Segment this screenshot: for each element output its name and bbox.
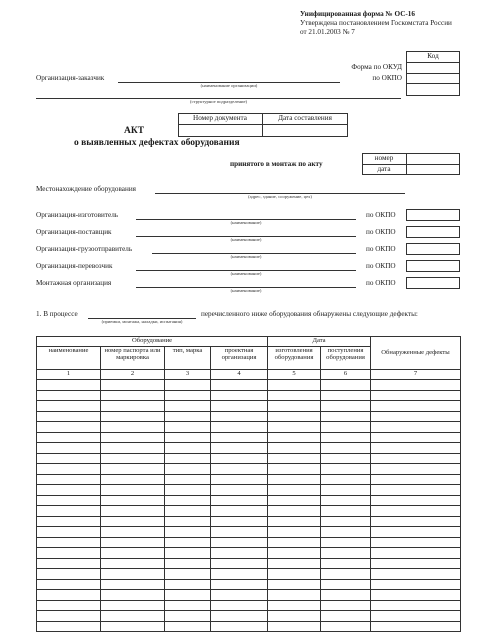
table-cell[interactable] [101,579,165,590]
table-cell[interactable] [165,453,211,464]
table-cell[interactable] [211,474,268,485]
table-cell[interactable] [211,537,268,548]
table-cell[interactable] [268,621,321,632]
table-row [37,453,461,464]
table-cell[interactable] [211,485,268,496]
table-cell[interactable] [37,621,101,632]
org-okpo-field-supplier[interactable] [406,226,460,238]
table-cell[interactable] [268,537,321,548]
doc-date-field[interactable] [263,125,347,136]
accepted-label: принятого в монтаж по акту [230,160,323,168]
table-cell[interactable] [268,600,321,611]
table-cell[interactable] [37,485,101,496]
table-cell[interactable] [165,537,211,548]
table-cell[interactable] [321,443,371,454]
act-subtitle: о выявленных дефектах оборудования [74,138,240,148]
col-header-name: наименование [37,347,101,370]
table-cell[interactable] [165,516,211,527]
table-cell[interactable] [321,537,371,548]
table-cell[interactable] [321,558,371,569]
org-label-supplier: Организация-поставщик [36,228,112,236]
table-cell[interactable] [321,569,371,580]
table-cell[interactable] [268,464,321,475]
table-row [37,579,461,590]
table-cell[interactable] [211,621,268,632]
table-cell[interactable] [268,422,321,433]
table-cell[interactable] [211,516,268,527]
table-cell[interactable] [165,506,211,517]
customer-label: Организация-заказчик [36,74,105,82]
col-number: 3 [165,370,211,380]
table-cell[interactable] [321,600,371,611]
table-row [37,558,461,569]
table-cell[interactable] [321,579,371,590]
table-cell[interactable] [101,443,165,454]
accepted-number-label: номер [374,154,394,162]
table-cell[interactable] [101,432,165,443]
table-cell[interactable] [321,380,371,391]
table-cell[interactable] [268,516,321,527]
org-hint: (наименование) [230,254,262,259]
org-label-shipper: Организация-грузоотправитель [36,245,133,253]
table-cell[interactable] [321,485,371,496]
table-cell[interactable] [165,401,211,412]
col-header-type: тип, марка [165,347,211,370]
table-cell[interactable] [321,464,371,475]
table-cell[interactable] [321,390,371,401]
table-cell[interactable] [321,621,371,632]
org-okpo-label: по ОКПО [366,245,396,253]
table-cell[interactable] [321,453,371,464]
table-row [37,390,461,401]
table-cell[interactable] [371,390,461,401]
table-cell[interactable] [371,422,461,433]
table-cell[interactable] [37,411,101,422]
customer-unit-hint: (структурное подразделение) [189,99,248,104]
table-cell[interactable] [101,390,165,401]
table-cell[interactable] [268,453,321,464]
okud-label: Форма по ОКУД [351,63,402,71]
table-cell[interactable] [101,611,165,622]
table-cell[interactable] [211,453,268,464]
table-cell[interactable] [211,411,268,422]
doc-date-header: Дата составления [278,114,332,122]
table-cell[interactable] [211,422,268,433]
table-cell[interactable] [371,411,461,422]
org-okpo-field-manufacturer[interactable] [406,209,460,221]
table-cell[interactable] [165,422,211,433]
table-cell[interactable] [371,600,461,611]
process-prefix: 1. В процессе [36,310,78,318]
table-row [37,443,461,454]
table-cell[interactable] [371,611,461,622]
col-number: 7 [371,370,461,380]
table-cell[interactable] [101,422,165,433]
table-cell[interactable] [37,464,101,475]
col-header-passport: номер паспорта или маркировка [101,347,165,370]
table-cell[interactable] [211,548,268,559]
kod-label: Код [427,52,439,60]
table-cell[interactable] [321,474,371,485]
table-cell[interactable] [211,506,268,517]
table-cell[interactable] [371,401,461,412]
table-cell[interactable] [371,590,461,601]
table-cell[interactable] [165,548,211,559]
table-cell[interactable] [101,516,165,527]
table-cell[interactable] [37,453,101,464]
table-cell[interactable] [37,569,101,580]
table-cell[interactable] [321,422,371,433]
table-cell[interactable] [101,464,165,475]
approved-line: Утверждена постановлением Госкомстата России [300,19,452,27]
table-cell[interactable] [211,600,268,611]
table-cell[interactable] [268,401,321,412]
table-cell[interactable] [371,443,461,454]
table-row [37,548,461,559]
table-cell[interactable] [101,453,165,464]
table-cell[interactable] [101,506,165,517]
table-cell[interactable] [371,621,461,632]
table-cell[interactable] [211,527,268,538]
col-number: 6 [321,370,371,380]
group-date-header: Дата [268,337,371,347]
col-header-manufacture-date: изготовления оборудования [268,347,321,370]
table-cell[interactable] [165,590,211,601]
table-cell[interactable] [37,548,101,559]
table-row [37,422,461,433]
org-okpo-label: по ОКПО [366,211,396,219]
accepted-date-label: дата [377,165,391,173]
codes-box-extra [406,73,460,96]
org-okpo-field-installer[interactable] [406,277,460,289]
table-cell[interactable] [268,432,321,443]
table-cell[interactable] [165,464,211,475]
table-cell[interactable] [371,537,461,548]
table-cell[interactable] [101,558,165,569]
table-row [37,600,461,611]
table-row [37,380,461,391]
table-cell[interactable] [371,464,461,475]
table-cell[interactable] [211,611,268,622]
table-cell[interactable] [321,411,371,422]
table-cell[interactable] [268,569,321,580]
table-cell[interactable] [165,474,211,485]
table-cell[interactable] [101,495,165,506]
table-cell[interactable] [101,600,165,611]
table-cell[interactable] [37,516,101,527]
table-cell[interactable] [371,558,461,569]
table-cell[interactable] [165,443,211,454]
table-cell[interactable] [321,590,371,601]
table-cell[interactable] [165,495,211,506]
form-title: Унифицированная форма № ОС-16 [300,10,415,18]
table-cell[interactable] [268,579,321,590]
table-cell[interactable] [165,569,211,580]
org-label-manufacturer: Организация-изготовитель [36,211,119,219]
table-cell[interactable] [268,474,321,485]
doc-number-field[interactable] [179,125,261,136]
table-cell[interactable] [37,401,101,412]
accepted-date-field[interactable] [407,165,459,175]
table-cell[interactable] [165,380,211,391]
table-cell[interactable] [101,527,165,538]
table-cell[interactable] [371,548,461,559]
org-hint: (наименование) [230,288,262,293]
table-cell[interactable] [371,516,461,527]
table-cell[interactable] [321,611,371,622]
table-cell[interactable] [101,548,165,559]
table-cell[interactable] [37,590,101,601]
table-cell[interactable] [268,390,321,401]
accepted-number-field[interactable] [407,154,459,164]
table-cell[interactable] [165,558,211,569]
table-cell[interactable] [211,579,268,590]
table-cell[interactable] [321,506,371,517]
table-row [37,495,461,506]
org-okpo-field-shipper[interactable] [406,243,460,255]
col-number: 4 [211,370,268,380]
table-cell[interactable] [268,611,321,622]
table-cell[interactable] [268,527,321,538]
table-cell[interactable] [211,432,268,443]
doc-number-header: Номер документа [193,114,247,122]
table-cell[interactable] [101,621,165,632]
org-okpo-label: по ОКПО [366,228,396,236]
table-cell[interactable] [211,401,268,412]
table-cell[interactable] [211,380,268,391]
table-cell[interactable] [101,485,165,496]
table-cell[interactable] [101,474,165,485]
table-cell[interactable] [37,495,101,506]
org-okpo-label: по ОКПО [366,262,396,270]
table-cell[interactable] [371,579,461,590]
table-cell[interactable] [37,558,101,569]
table-cell[interactable] [165,579,211,590]
location-label: Местонахождение оборудования [36,185,136,193]
table-cell[interactable] [371,432,461,443]
table-row [37,590,461,601]
table-row [37,611,461,622]
table-row [37,485,461,496]
table-cell[interactable] [37,611,101,622]
table-cell[interactable] [268,558,321,569]
table-cell[interactable] [37,600,101,611]
table-cell[interactable] [371,453,461,464]
act-title: АКТ [123,126,145,136]
table-cell[interactable] [371,495,461,506]
table-cell[interactable] [165,432,211,443]
table-cell[interactable] [211,558,268,569]
table-cell[interactable] [268,380,321,391]
col-header-arrival-date: поступления оборудования [321,347,371,370]
table-cell[interactable] [165,485,211,496]
table-cell[interactable] [268,411,321,422]
table-cell[interactable] [371,527,461,538]
defects-col-header: Обнаруженные дефекты [371,337,461,370]
process-suffix: перечисленного ниже оборудования обнаружены следующие дефекты: [201,310,418,318]
table-row [37,474,461,485]
table-cell[interactable] [37,390,101,401]
table-cell[interactable] [268,548,321,559]
org-hint: (наименование) [230,237,262,242]
table-cell[interactable] [371,380,461,391]
table-cell[interactable] [37,474,101,485]
table-row [37,537,461,548]
table-cell[interactable] [211,390,268,401]
table-row [37,621,461,632]
table-cell[interactable] [371,506,461,517]
table-cell[interactable] [321,527,371,538]
table-cell[interactable] [268,590,321,601]
okpo-label-customer: по ОКПО [372,74,402,82]
table-cell[interactable] [165,600,211,611]
table-cell[interactable] [37,579,101,590]
table-cell[interactable] [165,611,211,622]
table-cell[interactable] [321,516,371,527]
date-line: от 21.01.2003 № 7 [300,28,355,36]
table-cell[interactable] [268,485,321,496]
table-cell[interactable] [371,474,461,485]
table-cell[interactable] [268,506,321,517]
location-hint: (адрес, здание, сооружение, цех) [248,194,312,199]
table-cell[interactable] [37,380,101,391]
table-cell[interactable] [165,411,211,422]
table-cell[interactable] [211,443,268,454]
table-cell[interactable] [321,495,371,506]
col-header-design-org: проектная организация [211,347,268,370]
table-cell[interactable] [371,485,461,496]
org-hint: (наименование) [230,220,262,225]
table-cell[interactable] [165,621,211,632]
org-okpo-field-carrier[interactable] [406,260,460,272]
table-cell[interactable] [101,380,165,391]
table-cell[interactable] [101,590,165,601]
table-row [37,401,461,412]
table-cell[interactable] [321,432,371,443]
table-cell[interactable] [37,422,101,433]
org-okpo-label: по ОКПО [366,279,396,287]
table-cell[interactable] [268,495,321,506]
table-body [37,380,461,632]
table-row [37,464,461,475]
col-number: 2 [101,370,165,380]
table-cell[interactable] [37,506,101,517]
table-cell[interactable] [321,401,371,412]
process-hint: (приемки, монтажа, наладки, испытания) [101,319,183,324]
org-label-carrier: Организация-перевозчик [36,262,113,270]
table-cell[interactable] [101,537,165,548]
table-cell[interactable] [101,569,165,580]
org-label-installer: Монтажная организация [36,279,112,287]
col-number: 1 [37,370,101,380]
table-cell[interactable] [371,569,461,580]
col-number: 5 [268,370,321,380]
table-cell[interactable] [165,390,211,401]
table-cell[interactable] [37,537,101,548]
table-cell[interactable] [37,443,101,454]
table-cell[interactable] [101,411,165,422]
table-cell[interactable] [211,495,268,506]
table-row [37,516,461,527]
table-row [37,411,461,422]
table-cell[interactable] [211,569,268,580]
table-cell[interactable] [211,464,268,475]
defects-table [36,336,461,632]
table-cell[interactable] [37,432,101,443]
customer-name-hint: (наименование организации) [200,83,258,88]
table-cell[interactable] [211,590,268,601]
table-row [37,527,461,538]
table-row [37,506,461,517]
table-cell[interactable] [165,527,211,538]
org-hint: (наименование) [230,271,262,276]
table-row [37,569,461,580]
table-cell[interactable] [268,443,321,454]
table-cell[interactable] [37,527,101,538]
table-cell[interactable] [101,401,165,412]
group-equipment-header: Оборудование [37,337,268,347]
table-cell[interactable] [321,548,371,559]
table-row [37,432,461,443]
